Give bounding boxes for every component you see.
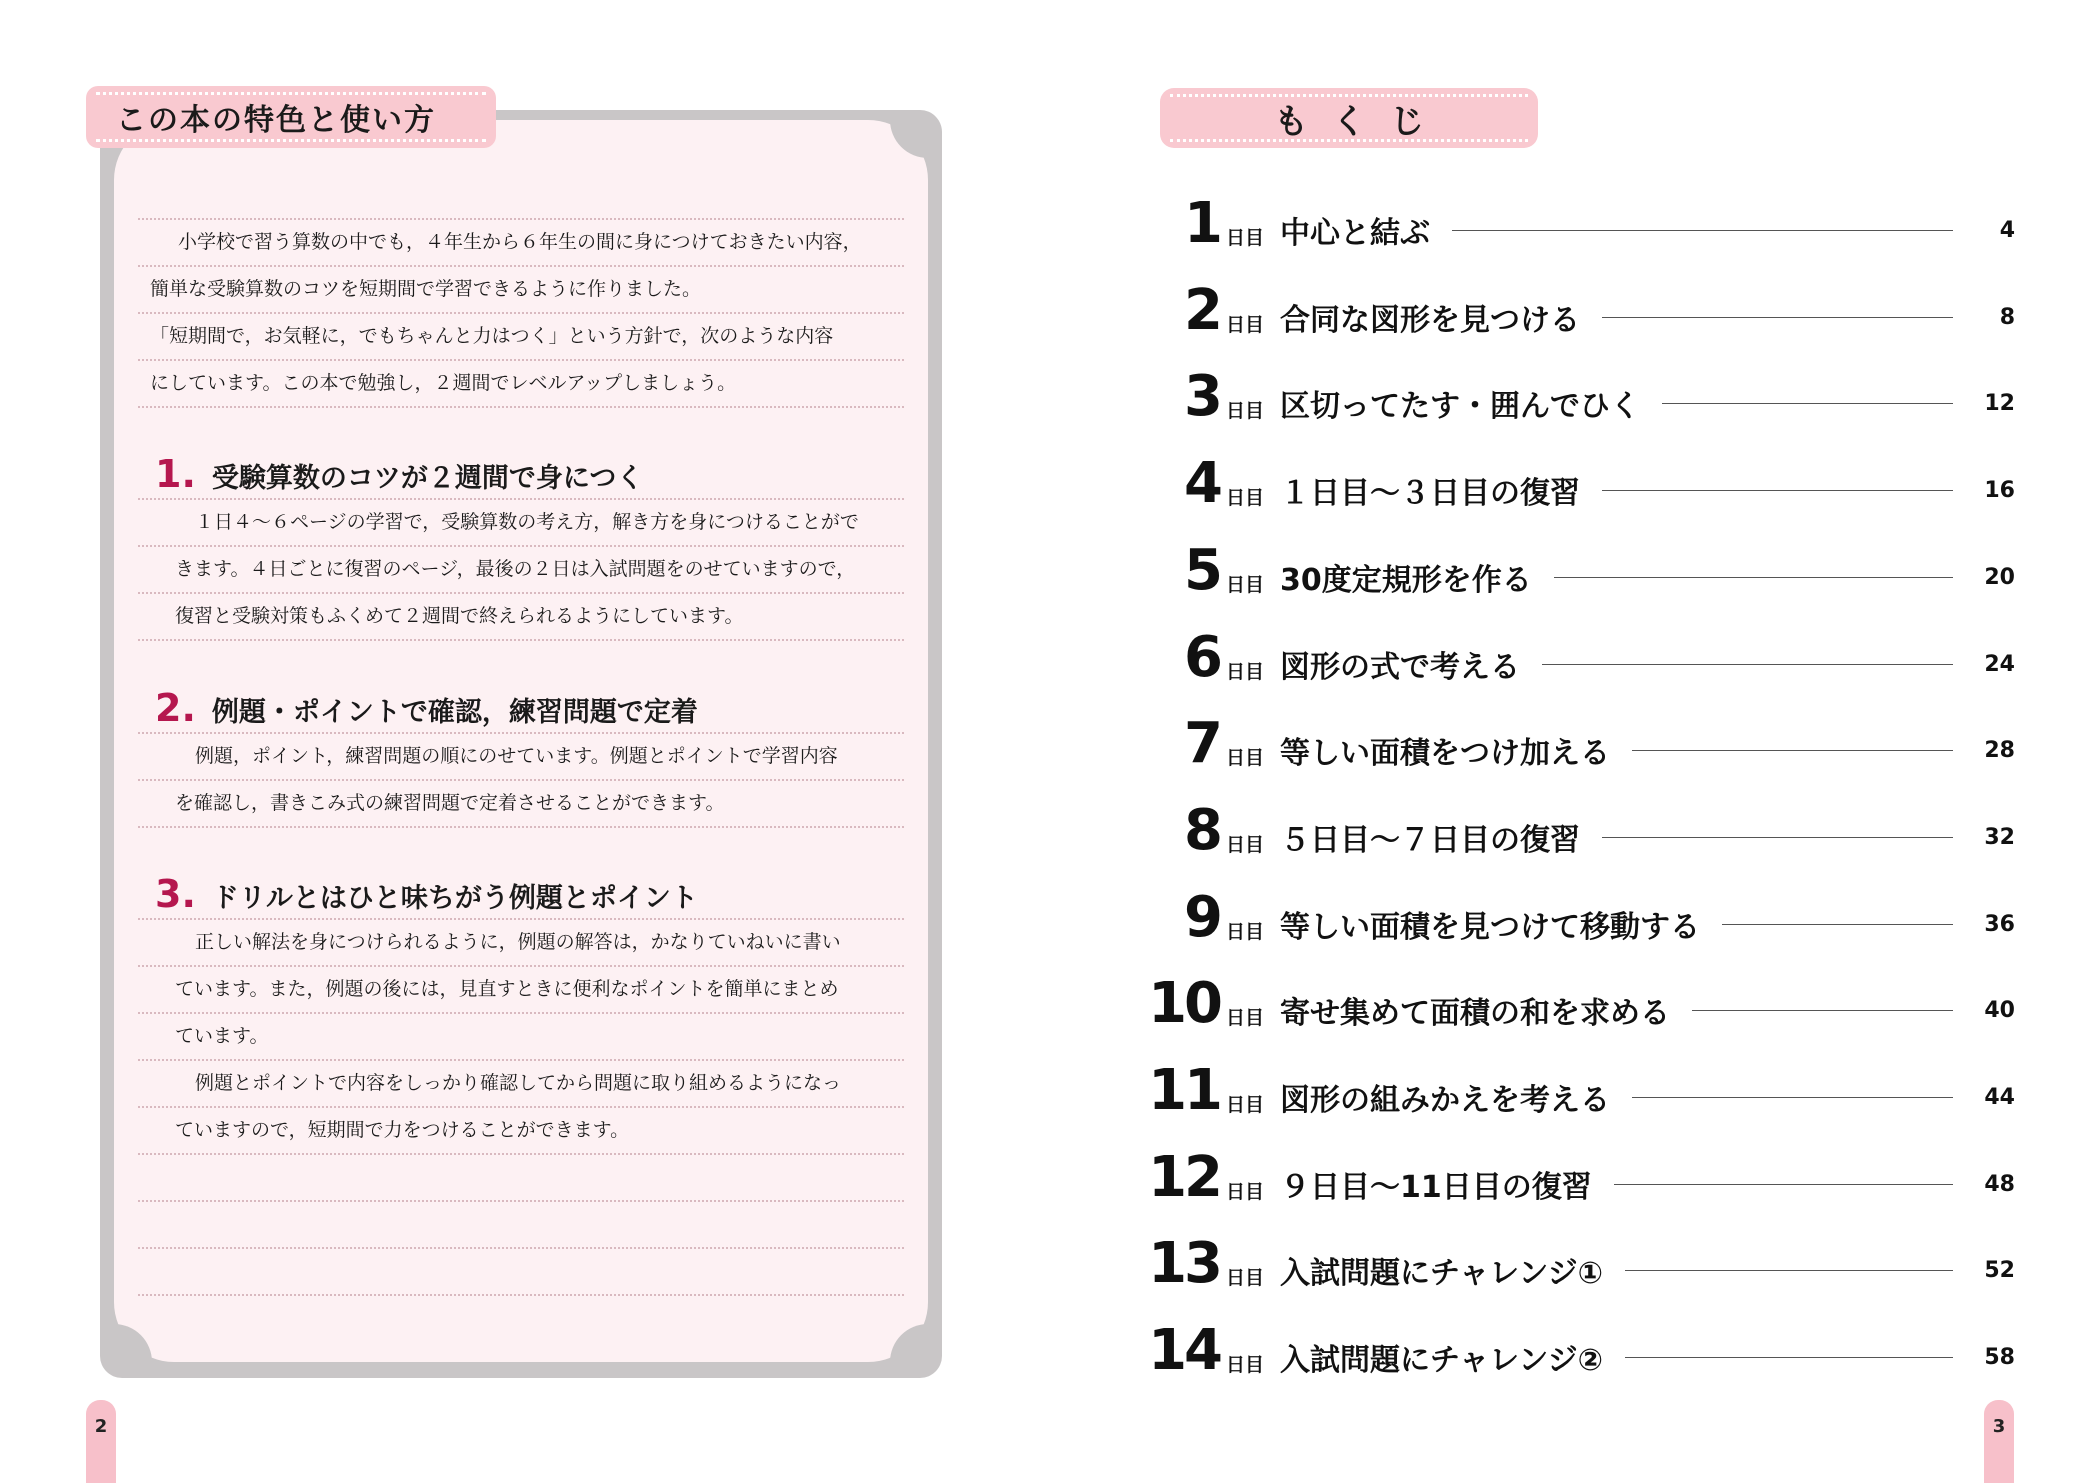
toc-entry (1280, 1075, 2015, 1119)
toc-entry (1280, 902, 2015, 946)
toc-day-label: 日目 (1226, 747, 1265, 769)
section-title: ドリルとはひと味ちがう例題とポイント (211, 883, 698, 914)
toc-item[interactable] (1148, 1231, 2015, 1296)
toc-day-label: 日目 (1226, 400, 1265, 422)
toc-title: ５日目〜７日目の復習 (1280, 823, 1580, 858)
toc-leader-line (1452, 230, 1953, 231)
toc-day-label: 日目 (1226, 1094, 1265, 1116)
toc-page-number: 8 (1999, 304, 2015, 330)
toc-day-label: 日目 (1226, 921, 1265, 943)
section-title: 例題・ポイントで確認，練習問題で定着 (211, 697, 698, 728)
toc-title: 30度定規形を作る (1280, 563, 1532, 598)
toc-day-number: 12 (1148, 1145, 1220, 1210)
toc-title: 図形の組みかえを考える (1280, 1083, 1610, 1118)
toc-entry (1280, 295, 2015, 339)
toc-page-number: 58 (1984, 1344, 2015, 1370)
section-number: 2. (155, 686, 196, 730)
toc-day-number: 13 (1148, 1231, 1220, 1296)
toc-heading-tag (1160, 88, 1538, 148)
features-heading-tag (86, 86, 496, 148)
toc-page-number: 20 (1984, 564, 2015, 590)
section-1-heading (155, 452, 643, 496)
intro-line: 簡単な受験算数のコツを短期間で学習できるように作りました。 (150, 278, 702, 300)
toc-leader-line (1632, 1097, 1953, 1098)
toc-entry (1280, 728, 2015, 772)
section-line: １日４〜６ページの学習で，受験算数の考え方，解き方を身につけることがで (195, 511, 859, 533)
toc-title: 入試問題にチャレンジ① (1280, 1256, 1604, 1291)
toc-title: 図形の式で考える (1280, 650, 1520, 685)
toc-entry (1280, 208, 2015, 252)
toc-day-label: 日目 (1226, 1007, 1265, 1029)
toc-item[interactable] (1160, 711, 2015, 776)
toc-day-label: 日目 (1226, 1267, 1265, 1289)
toc-day-label: 日目 (1226, 487, 1265, 509)
section-line: 正しい解法を身につけられるように，例題の解答は，かなりていねいに書い (195, 931, 841, 953)
section-2-heading (155, 686, 698, 730)
toc-item[interactable] (1160, 364, 2015, 429)
toc-leader-line (1722, 924, 1953, 925)
features-heading: この本の特色と使い方 (116, 103, 436, 138)
toc-leader-line (1614, 1184, 1953, 1185)
toc-title: 等しい面積をつけ加える (1280, 736, 1610, 771)
toc-leader-line (1632, 750, 1953, 751)
toc-page-number: 24 (1984, 651, 2015, 677)
toc-day-number: 6 (1184, 625, 1220, 690)
toc-item[interactable] (1160, 798, 2015, 863)
toc-item[interactable] (1160, 278, 2015, 343)
toc-entry (1280, 1335, 2015, 1379)
section-line: 例題，ポイント，練習問題の順にのせています。例題とポイントで学習内容 (195, 745, 838, 767)
toc-title: 等しい面積を見つけて移動する (1280, 910, 1700, 945)
toc-item[interactable] (1160, 451, 2015, 516)
toc-title: 寄せ集めて面積の和を求める (1280, 996, 1670, 1031)
toc-leader-line (1554, 577, 1953, 578)
toc-heading: もくじ (1274, 101, 1448, 142)
toc-day-label: 日目 (1226, 574, 1265, 596)
toc-item[interactable] (1160, 191, 2015, 256)
toc-day-number: 10 (1148, 971, 1220, 1036)
toc-leader-line (1602, 317, 1953, 318)
section-line: ていますので，短期間で力をつけることができます。 (175, 1119, 630, 1141)
section-title: 受験算数のコツが２週間で身につく (211, 463, 644, 494)
section-line: 例題とポイントで内容をしっかり確認してから問題に取り組めるようになっ (195, 1072, 842, 1094)
section-number: 3. (155, 872, 196, 916)
toc-page-number: 4 (1999, 217, 2015, 243)
toc-page-number: 28 (1984, 737, 2015, 763)
toc-entry (1280, 1162, 2015, 1206)
toc-title: 合同な図形を見つける (1280, 303, 1580, 338)
section-3-body (175, 919, 895, 1154)
toc-item[interactable] (1148, 1058, 2015, 1123)
section-1-body (175, 499, 895, 640)
toc-day-label: 日目 (1226, 1354, 1265, 1376)
toc-entry (1280, 1248, 2015, 1292)
toc-day-number: 7 (1184, 711, 1220, 776)
page-number-right: 3 (1984, 1400, 2014, 1483)
toc-leader-line (1692, 1010, 1953, 1011)
toc-leader-line (1625, 1270, 1953, 1271)
toc-page-number: 52 (1984, 1257, 2015, 1283)
toc-page-number: 36 (1984, 911, 2015, 937)
toc-day-number: 4 (1184, 451, 1220, 516)
toc-item[interactable] (1148, 1145, 2015, 1210)
toc-entry (1280, 381, 2015, 425)
section-line: ています。 (175, 1025, 269, 1047)
toc-day-label: 日目 (1226, 314, 1265, 336)
toc-day-label: 日目 (1226, 834, 1265, 856)
section-3-heading (155, 872, 698, 916)
section-number: 1. (155, 452, 196, 496)
toc-day-number: 9 (1184, 885, 1220, 950)
toc-day-number: 3 (1184, 364, 1220, 429)
toc-leader-line (1662, 403, 1953, 404)
section-2-body (175, 733, 895, 827)
section-line: ています。また，例題の後には，見直すときに便利なポイントを簡単にまとめ (175, 978, 839, 1000)
toc-item[interactable] (1160, 885, 2015, 950)
intro-line: 「短期間で，お気軽に，でもちゃんと力はつく」という方針で，次のような内容 (150, 325, 834, 347)
toc-day-label: 日目 (1226, 661, 1265, 683)
intro-line: にしています。この本で勉強し，２週間でレベルアップしましょう。 (150, 372, 737, 394)
toc-title: ９日目〜11日目の復習 (1280, 1170, 1592, 1205)
toc-day-label: 日目 (1226, 1181, 1265, 1203)
toc-day-label: 日目 (1226, 227, 1265, 249)
toc-entry (1280, 468, 2015, 512)
toc-item[interactable] (1148, 1318, 2015, 1383)
toc-day-number: 2 (1184, 278, 1220, 343)
toc-day-number: 5 (1184, 538, 1220, 603)
toc-entry (1280, 555, 2015, 599)
toc-page-number: 44 (1984, 1084, 2015, 1110)
toc-day-number: 8 (1184, 798, 1220, 863)
toc-item[interactable] (1160, 538, 2015, 603)
toc-item[interactable] (1160, 625, 2015, 690)
intro-line: 小学校で習う算数の中でも，４年生から６年生の間に身につけておきたい内容， (178, 231, 862, 253)
section-line: 復習と受験対策もふくめて２週間で終えられるようにしています。 (175, 605, 744, 627)
toc-day-number: 11 (1148, 1058, 1220, 1123)
toc-page-number: 16 (1984, 477, 2015, 503)
toc-page-number: 40 (1984, 997, 2015, 1023)
toc-entry (1280, 988, 2015, 1032)
toc-page-number: 12 (1984, 390, 2015, 416)
toc-leader-line (1542, 664, 1953, 665)
intro-paragraph (150, 219, 895, 407)
toc-leader-line (1602, 490, 1953, 491)
toc-day-number: 14 (1148, 1318, 1220, 1383)
toc-entry (1280, 815, 2015, 859)
toc-page-number: 48 (1984, 1171, 2015, 1197)
toc-day-number: 1 (1184, 191, 1220, 256)
toc-entry (1280, 642, 2015, 686)
section-line: を確認し，書きこみ式の練習問題で定着させることができます。 (175, 792, 725, 814)
toc-leader-line (1625, 1357, 1953, 1358)
page-number-left: 2 (86, 1400, 116, 1483)
toc-title: １日目〜３日目の復習 (1280, 476, 1580, 511)
toc-leader-line (1602, 837, 1953, 838)
toc-title: 区切ってたす・囲んでひく (1280, 389, 1640, 424)
section-line: きます。４日ごとに復習のページ，最後の２日は入試問題をのせていますので， (175, 558, 856, 580)
toc-item[interactable] (1148, 971, 2015, 1036)
toc-title: 中心と結ぶ (1280, 216, 1430, 251)
toc-title: 入試問題にチャレンジ② (1280, 1343, 1604, 1378)
toc-page-number: 32 (1984, 824, 2015, 850)
